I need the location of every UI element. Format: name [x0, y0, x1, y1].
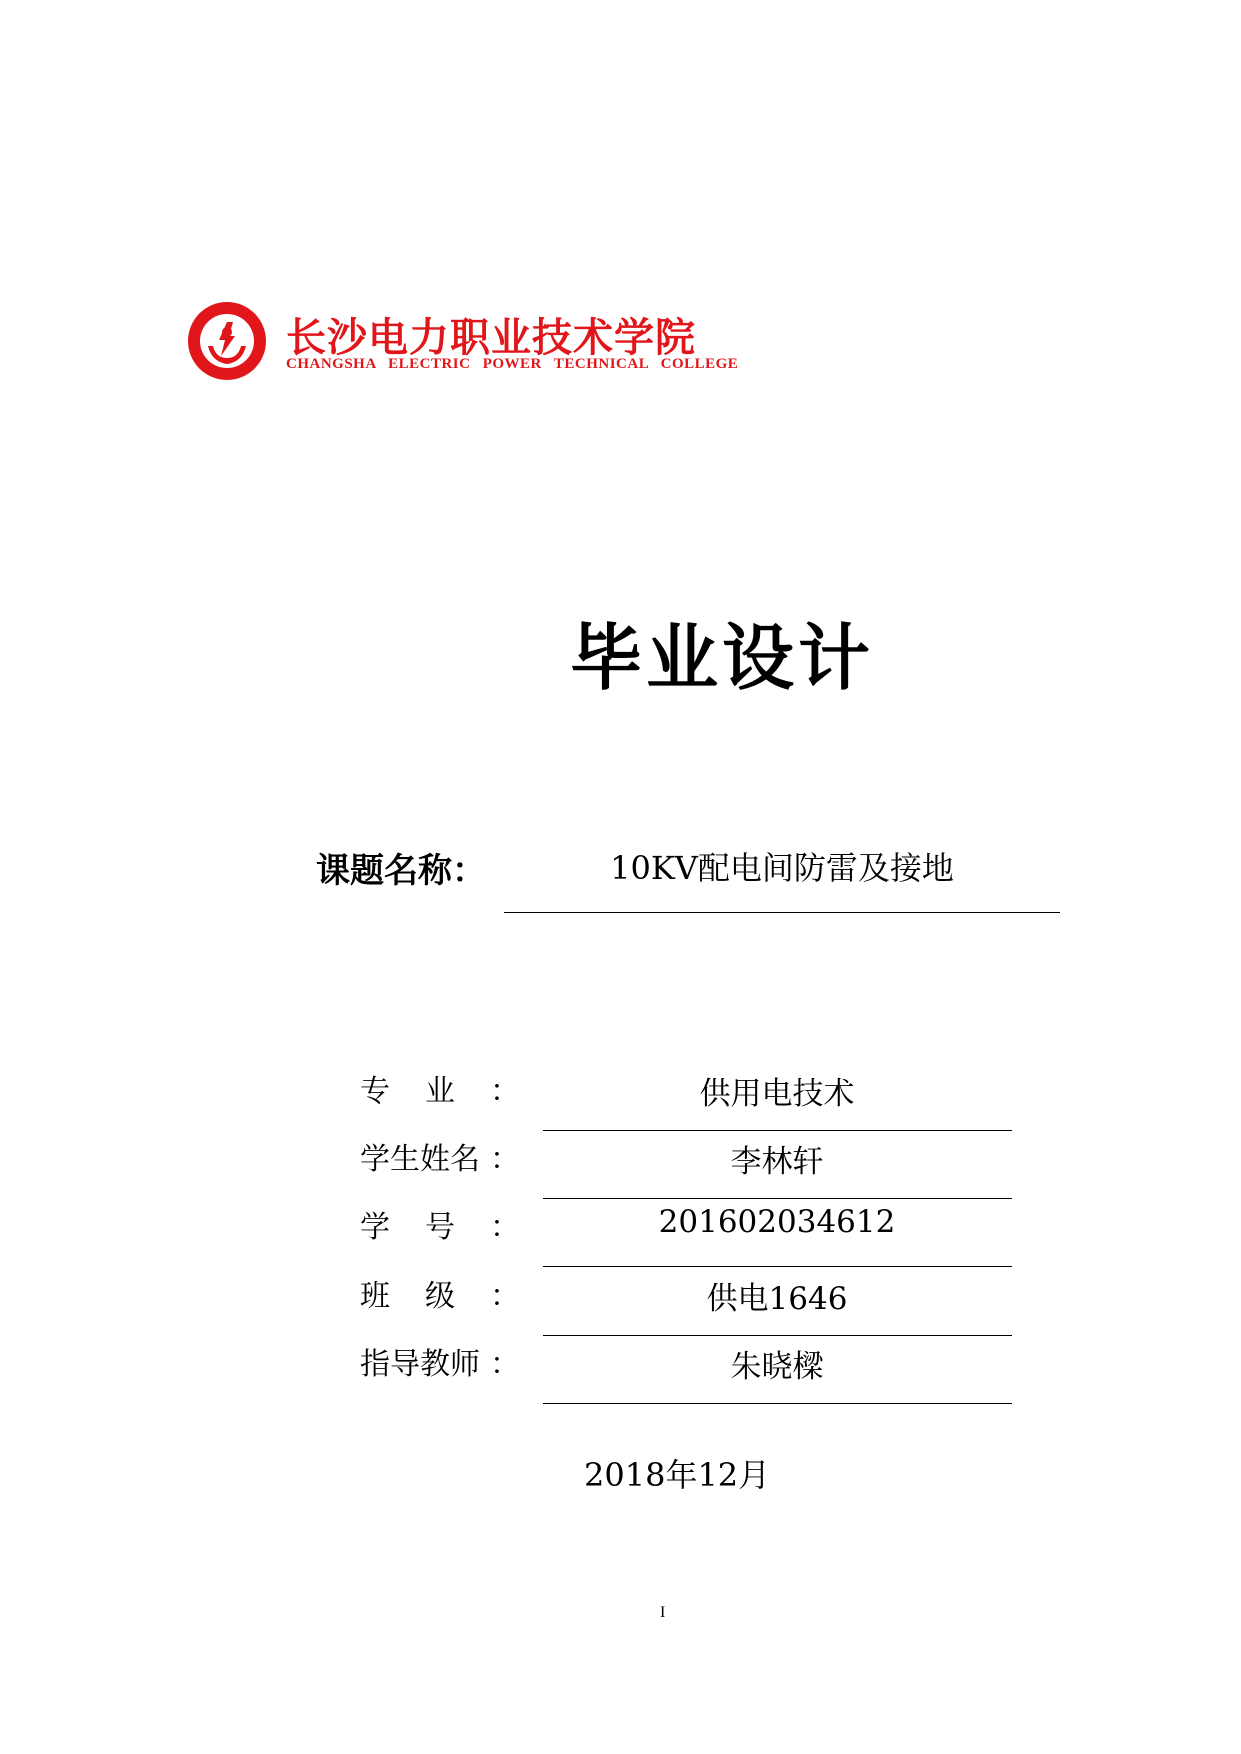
college-name-cn: 长沙电力职业技术学院 [286, 315, 696, 361]
college-emblem-icon [186, 300, 268, 382]
major-value: 供用电技术 [699, 1076, 855, 1112]
advisor-label-text: 指导教师 [360, 1347, 480, 1382]
page-number: I [660, 1604, 666, 1621]
class-label-char-1: 班 [360, 1279, 390, 1314]
student-name-label-text: 学生姓名 [360, 1142, 480, 1177]
student-name-underline [543, 1198, 1012, 1199]
class-value: 供电1646 [706, 1281, 848, 1317]
student-name-value: 李林轩 [730, 1144, 824, 1180]
label-colon: ： [490, 1210, 520, 1245]
label-colon: ： [490, 1347, 520, 1382]
student-id-label-char-1: 学 [360, 1210, 390, 1245]
major-label [360, 1066, 520, 1110]
advisor-underline [543, 1403, 1012, 1404]
college-name-en: CHANGSHA ELECTRIC POWER TECHNICAL COLLEGE [286, 356, 739, 372]
class-label-char-2: 级 [425, 1279, 455, 1314]
label-colon: ： [490, 1279, 520, 1314]
label-colon: ： [490, 1074, 520, 1109]
date: 2018年12月 [584, 1456, 771, 1494]
major-label-char-2: 业 [425, 1074, 455, 1109]
topic-value: 10KV配电间防雷及接地 [610, 849, 954, 887]
student-name-label [360, 1134, 520, 1178]
label-colon: ： [490, 1142, 520, 1177]
class-label [360, 1271, 520, 1315]
topic-label: 课题名称： [316, 851, 486, 891]
major-label-char-1: 专 [360, 1074, 390, 1109]
student-id-underline [543, 1266, 1012, 1267]
student-id-value: 201602034612 [658, 1204, 896, 1240]
college-logo [186, 300, 739, 382]
student-id-label-char-2: 号 [425, 1210, 455, 1245]
advisor-label [360, 1339, 520, 1383]
student-id-label [360, 1202, 520, 1246]
advisor-value: 朱晓樑 [730, 1349, 824, 1385]
topic-underline [504, 912, 1060, 913]
page-title: 毕业设计 [570, 616, 875, 700]
class-underline [543, 1335, 1012, 1336]
major-underline [543, 1130, 1012, 1131]
